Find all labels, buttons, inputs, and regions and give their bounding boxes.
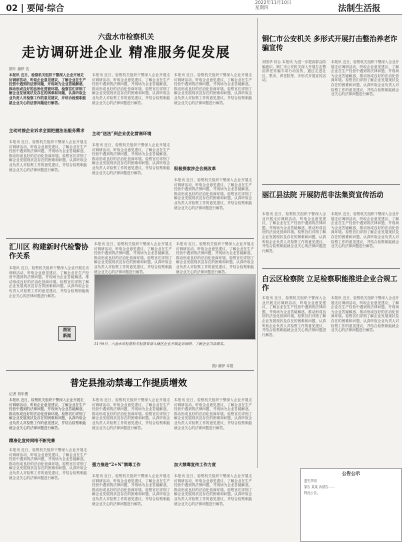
lead-col-1: 本报讯 近日，检察机关组织干警深入企业开展走访调研活动，听取企业意见建议，了解企业在生产经营中遇到的法律问题，并现场为企业答疑解惑，推动形成良好的法治化营商环境。检察官们详细了解企业发展现状及存在的困难和问题，认真听取企业负责人对检察工作的意见建议，并结合检察职能就企业关心的法律问题进行解答。 bbox=[9, 140, 87, 172]
issue-date bbox=[255, 1, 291, 11]
notice-title: 公告公示 bbox=[342, 472, 360, 477]
puding-subhead-1: 精准化宣传网络不断完善 bbox=[9, 438, 56, 443]
lead-col-3a: 本报讯 近日，检察机关组织干警深入企业开展走访调研活动，听取企业意见建议，了解企业在生产经营中遇到的法律问题，并现场为企业答疑解惑，推动形成良好的法治化营商环境。检察官们详细了解企业发展现状及存在的困难和问题，认真听取企业负责人对检察工作的意见建议，并结合检察职能就企业关心的法律问题进行解答。 bbox=[174, 73, 252, 105]
notice-line: 遗失声明 bbox=[304, 479, 317, 483]
huichuan-col-1: 本报讯 近日，检察机关组织干警深入企业开展走访调研活动，听取企业意见建议，了解企业在生产经营中遇到的法律问题，并现场为企业答疑解惑，推动形成良好的法治化营商环境。检察官们详细了解企业发展现状及存在的困难和问题，认真听取企业负责人对检察工作的意见建议，并结合检察职能就企业关心的法律问题进行解答。 bbox=[9, 266, 89, 298]
right-headline: 铜仁市公安机关 多形式开展打击整治养老诈骗宣传 bbox=[262, 34, 398, 52]
right-col-2: 本报讯 近日，检察机关组织干警深入企业开展走访调研活动，听取企业意见建议，了解企业在生产经营中遇到的法律问题，并现场为企业答疑解惑，推动形成良好的法治化营商环境。检察官们详细了解企业发展现状及存在的困难和问题，认真听取企业负责人对检察工作的意见建议，并结合检察职能就企业关心的法律问题进行解答。 bbox=[331, 60, 399, 97]
lead-subhead-1: 主动对接企业诉求全面把握法治服务需求 bbox=[9, 128, 85, 133]
lijiang-col-1: 本报讯 近日，检察机关组织干警深入企业开展走访调研活动，听取企业意见建议，了解企业在生产经营中遇到的法律问题，并现场为企业答疑解惑，推动形成良好的法治化营商环境。检察官们详细了解企业发展现状及存在的困难和问题，认真听取企业负责人对检察工作的意见建议，并结合检察职能就企业关心的法律问题进行解答。 bbox=[262, 212, 326, 253]
lead-headline: 走访调研进企业 精准服务促发展 bbox=[21, 45, 231, 61]
puding-byline: 记者 刘东俊 bbox=[9, 392, 29, 396]
notice-line: 特此公告。 bbox=[304, 491, 320, 495]
lead-col-2a: 本报讯 近日，检察机关组织干警深入企业开展走访调研活动，听取企业意见建议，了解企业在生产经营中遇到的法律问题，并现场为企业答疑解惑，推动形成良好的法治化营商环境。检察官们详细了解企业发展现状及存在的困难和问题，认真听取企业负责人对检察工作的意见建议，并结合检察职能就企业关心的法律问题进行解答。 bbox=[92, 73, 170, 105]
divider bbox=[262, 268, 400, 269]
baiyun-col-2: 本报讯 近日，检察机关组织干警深入企业开展走访调研活动，听取企业意见建议，了解企业在生产经营中遇到的法律问题，并现场为企业答疑解惑，推动形成良好的法治化营商环境。检察官们详细了解企业发展现状及存在的困难和问题，认真听取企业负责人对检察工作的意见建议，并结合检察职能就企业关心的法律问题进行解答。 bbox=[331, 296, 399, 333]
puding-intro: 本报讯 近日，检察机关组织干警深入企业开展走访调研活动，听取企业意见建议，了解企业在生产经营中遇到的法律问题，并现场为企业答疑解惑，推动形成良好的法治化营商环境。检察官们详细了解企业发展现状及存在的困难和问题，认真听取企业负责人对检察工作的意见建议，并结合检察职能就企业关心的法律问题进行解答。 bbox=[9, 398, 86, 430]
lead-intro: 本报讯 近日，检察机关组织干警深入企业开展走访调研活动，听取企业意见建议，了解企业在生产经营中遇到的法律问题，并现场为企业答疑解惑，推动形成良好的法治化营商环境。检察官们详细了解企业发展现状及存在的困难和问题，认真听取企业负责人对检察工作的意见建议，并结合检察职能就企业关心的法律问题进行解答。 bbox=[9, 73, 86, 105]
puding-col-3a: 本报讯 近日，检察机关组织干警深入企业开展走访调研活动，听取企业意见建议，了解企业在生产经营中遇到的法律问题，并现场为企业答疑解惑，推动形成良好的法治化营商环境。检察官们详细了解企业发展现状及存在的困难和问题，认真听取企业负责人对检察工作的意见建议，并结合检察职能就企业关心的法律问题进行解答。 bbox=[174, 398, 252, 430]
divider bbox=[262, 184, 400, 185]
masthead: 法制生活报 bbox=[338, 4, 381, 14]
puding-subhead-2: 强力推进“2+N”禁毒工作 bbox=[92, 462, 141, 467]
puding-col-1: 本报讯 近日，检察机关组织干警深入企业开展走访调研活动，听取企业意见建议，了解企业在生产经营中遇到的法律问题，并现场为企业答疑解惑，推动形成良好的法治化营商环境。检察官们详细了解企业发展现状及存在的困难和问题，认真听取企业负责人对检察工作的意见建议，并结合检察职能就企业关心的法律问题进行解答。 bbox=[9, 448, 87, 480]
puding-col-3b: 本报讯 近日，检察机关组织干警深入企业开展走访调研活动，听取企业意见建议，了解企业在生产经营中遇到的法律问题，并现场为企业答疑解惑，推动形成良好的法治化营商环境。检察官们详细了解企业发展现状及存在的困难和问题，认真听取企业负责人对检察工作的意见建议，并结合检察职能就企业关心的法律问题进行解答。 bbox=[174, 474, 252, 506]
right-col-1: 刘国华 综合 本报讯 为进一步提高群众防骗意识，铜仁市公安机关深入开展打击整治养老诈骗专项行动宣传，通过走进社区、集市、养老院等，多形式开展宣传活动。 bbox=[262, 60, 326, 83]
lijiang-col-2: 本报讯 近日，检察机关组织干警深入企业开展走访调研活动，听取企业意见建议，了解企业在生产经营中遇到的法律问题，并现场为企业答疑解惑，推动形成良好的法治化营商环境。检察官们详细了解企业发展现状及存在的困难和问题，认真听取企业负责人对检察工作的意见建议，并结合检察职能就企业关心的法律问题进行解答。 bbox=[331, 212, 399, 249]
issue-weekday-line: 星期四 bbox=[255, 6, 269, 11]
lead-kicker: 六盘水市检察机关 bbox=[98, 32, 154, 41]
lijiang-headline: 丽江县法院 开展防范非法集资宣传活动 bbox=[262, 190, 384, 199]
huichuan-col-3: 本报讯 近日，检察机关组织干警深入企业开展走访调研活动，听取企业意见建议，了解企业在生产经营中遇到的法律问题，并现场为企业答疑解惑，推动形成良好的法治化营商环境。检察官们详细了解企业发展现状及存在的困难和问题，认真听取企业负责人对检察工作的意见建议，并结合检察职能就企业关心的法律问题进行解答。 bbox=[176, 242, 254, 274]
column-divider bbox=[257, 18, 258, 468]
lead-col-3b: 本报讯 近日，检察机关组织干警深入企业开展走访调研活动，听取企业意见建议，了解企业在生产经营中遇到的法律问题，并现场为企业答疑解惑，推动形成良好的法治化营商环境。检察官们详细了解企业发展现状及存在的困难和问题，认真听取企业负责人对检察工作的意见建议，并结合检察职能就企业关心的法律问题进行解答。 bbox=[174, 178, 252, 210]
divider bbox=[6, 370, 254, 371]
puding-subhead-3: 加大禁毒宣传工作力度 bbox=[174, 462, 216, 467]
section-label: 02 | 要闻·综合 bbox=[6, 4, 65, 14]
news-photo bbox=[94, 274, 256, 340]
puding-col-2a: 本报讯 近日，检察机关组织干警深入企业开展走访调研活动，听取企业意见建议，了解企业在生产经营中遇到的法律问题，并现场为企业答疑解惑，推动形成良好的法治化营商环境。检察官们详细了解企业发展现状及存在的困难和问题，认真听取企业负责人对检察工作的意见建议，并结合检察职能就企业关心的法律问题进行解答。 bbox=[92, 398, 170, 430]
baiyun-col-1: 本报讯 近日，检察机关组织干警深入企业开展走访调研活动，听取企业意见建议，了解企业在生产经营中遇到的法律问题，并现场为企业答疑解惑，推动形成良好的法治化营商环境。检察官们详细了解企业发展现状及存在的困难和问题，认真听取企业负责人对检察工作的意见建议，并结合检察职能就企业关心的法律问题进行解答。 bbox=[262, 296, 326, 337]
puding-col-2b: 本报讯 近日，检察机关组织干警深入企业开展走访调研活动，听取企业意见建议，了解企业在生产经营中遇到的法律问题，并现场为企业答疑解惑，推动形成良好的法治化营商环境。检察官们详细了解企业发展现状及存在的困难和问题，认真听取企业负责人对检察工作的意见建议，并结合检察职能就企业关心的法律问题进行解答。 bbox=[92, 474, 170, 506]
lead-col-2b: 本报讯 近日，检察机关组织干警深入企业开展走访调研活动，听取企业意见建议，了解企业在生产经营中遇到的法律问题，并现场为企业答疑解惑，推动形成良好的法治化营商环境。检察官们详细了解企业发展现状及存在的困难和问题，认真听取企业负责人对检察工作的意见建议，并结合检察职能就企业关心的法律问题进行解答。 bbox=[92, 143, 170, 175]
notice-line: 原告 某某 诉被告…… bbox=[304, 485, 335, 489]
divider bbox=[6, 238, 254, 239]
huichuan-headline: 汇川区 构建新时代检警协作关系 bbox=[9, 242, 89, 260]
issue-date-line: 2022年11月10日 bbox=[255, 1, 292, 6]
puding-headline: 普定县推动禁毒工作提质增效 bbox=[69, 379, 187, 389]
notice-box bbox=[300, 468, 402, 542]
column-logo: 图说 新闻 bbox=[58, 326, 76, 341]
lead-subhead-2: 主动“送法”到企业优化营商环境 bbox=[92, 131, 152, 136]
photo-credit: 图/ 谢伊 本报 bbox=[212, 364, 234, 368]
baiyun-headline: 白云区检察院 立足检察职能推进企业合规工作 bbox=[262, 274, 398, 292]
lead-subhead-3: 积极探索涉企合规改革 bbox=[174, 166, 216, 171]
huichuan-col-2: 本报讯 近日，检察机关组织干警深入企业开展走访调研活动，听取企业意见建议，了解企业在生产经营中遇到的法律问题，并现场为企业答疑解惑，推动形成良好的法治化营商环境。检察官们详细了解企业发展现状及存在的困难和问题，认真听取企业负责人对检察工作的意见建议，并结合检察职能就企业关心的法律问题进行解答。 bbox=[94, 242, 172, 274]
lead-byline: 图片 谢伊 沈 bbox=[9, 67, 30, 71]
photo-caption: 11月9日，六盘水市检察机关检察官深入辖区企业开展走访调研，了解企业司法需求。 bbox=[94, 342, 227, 346]
